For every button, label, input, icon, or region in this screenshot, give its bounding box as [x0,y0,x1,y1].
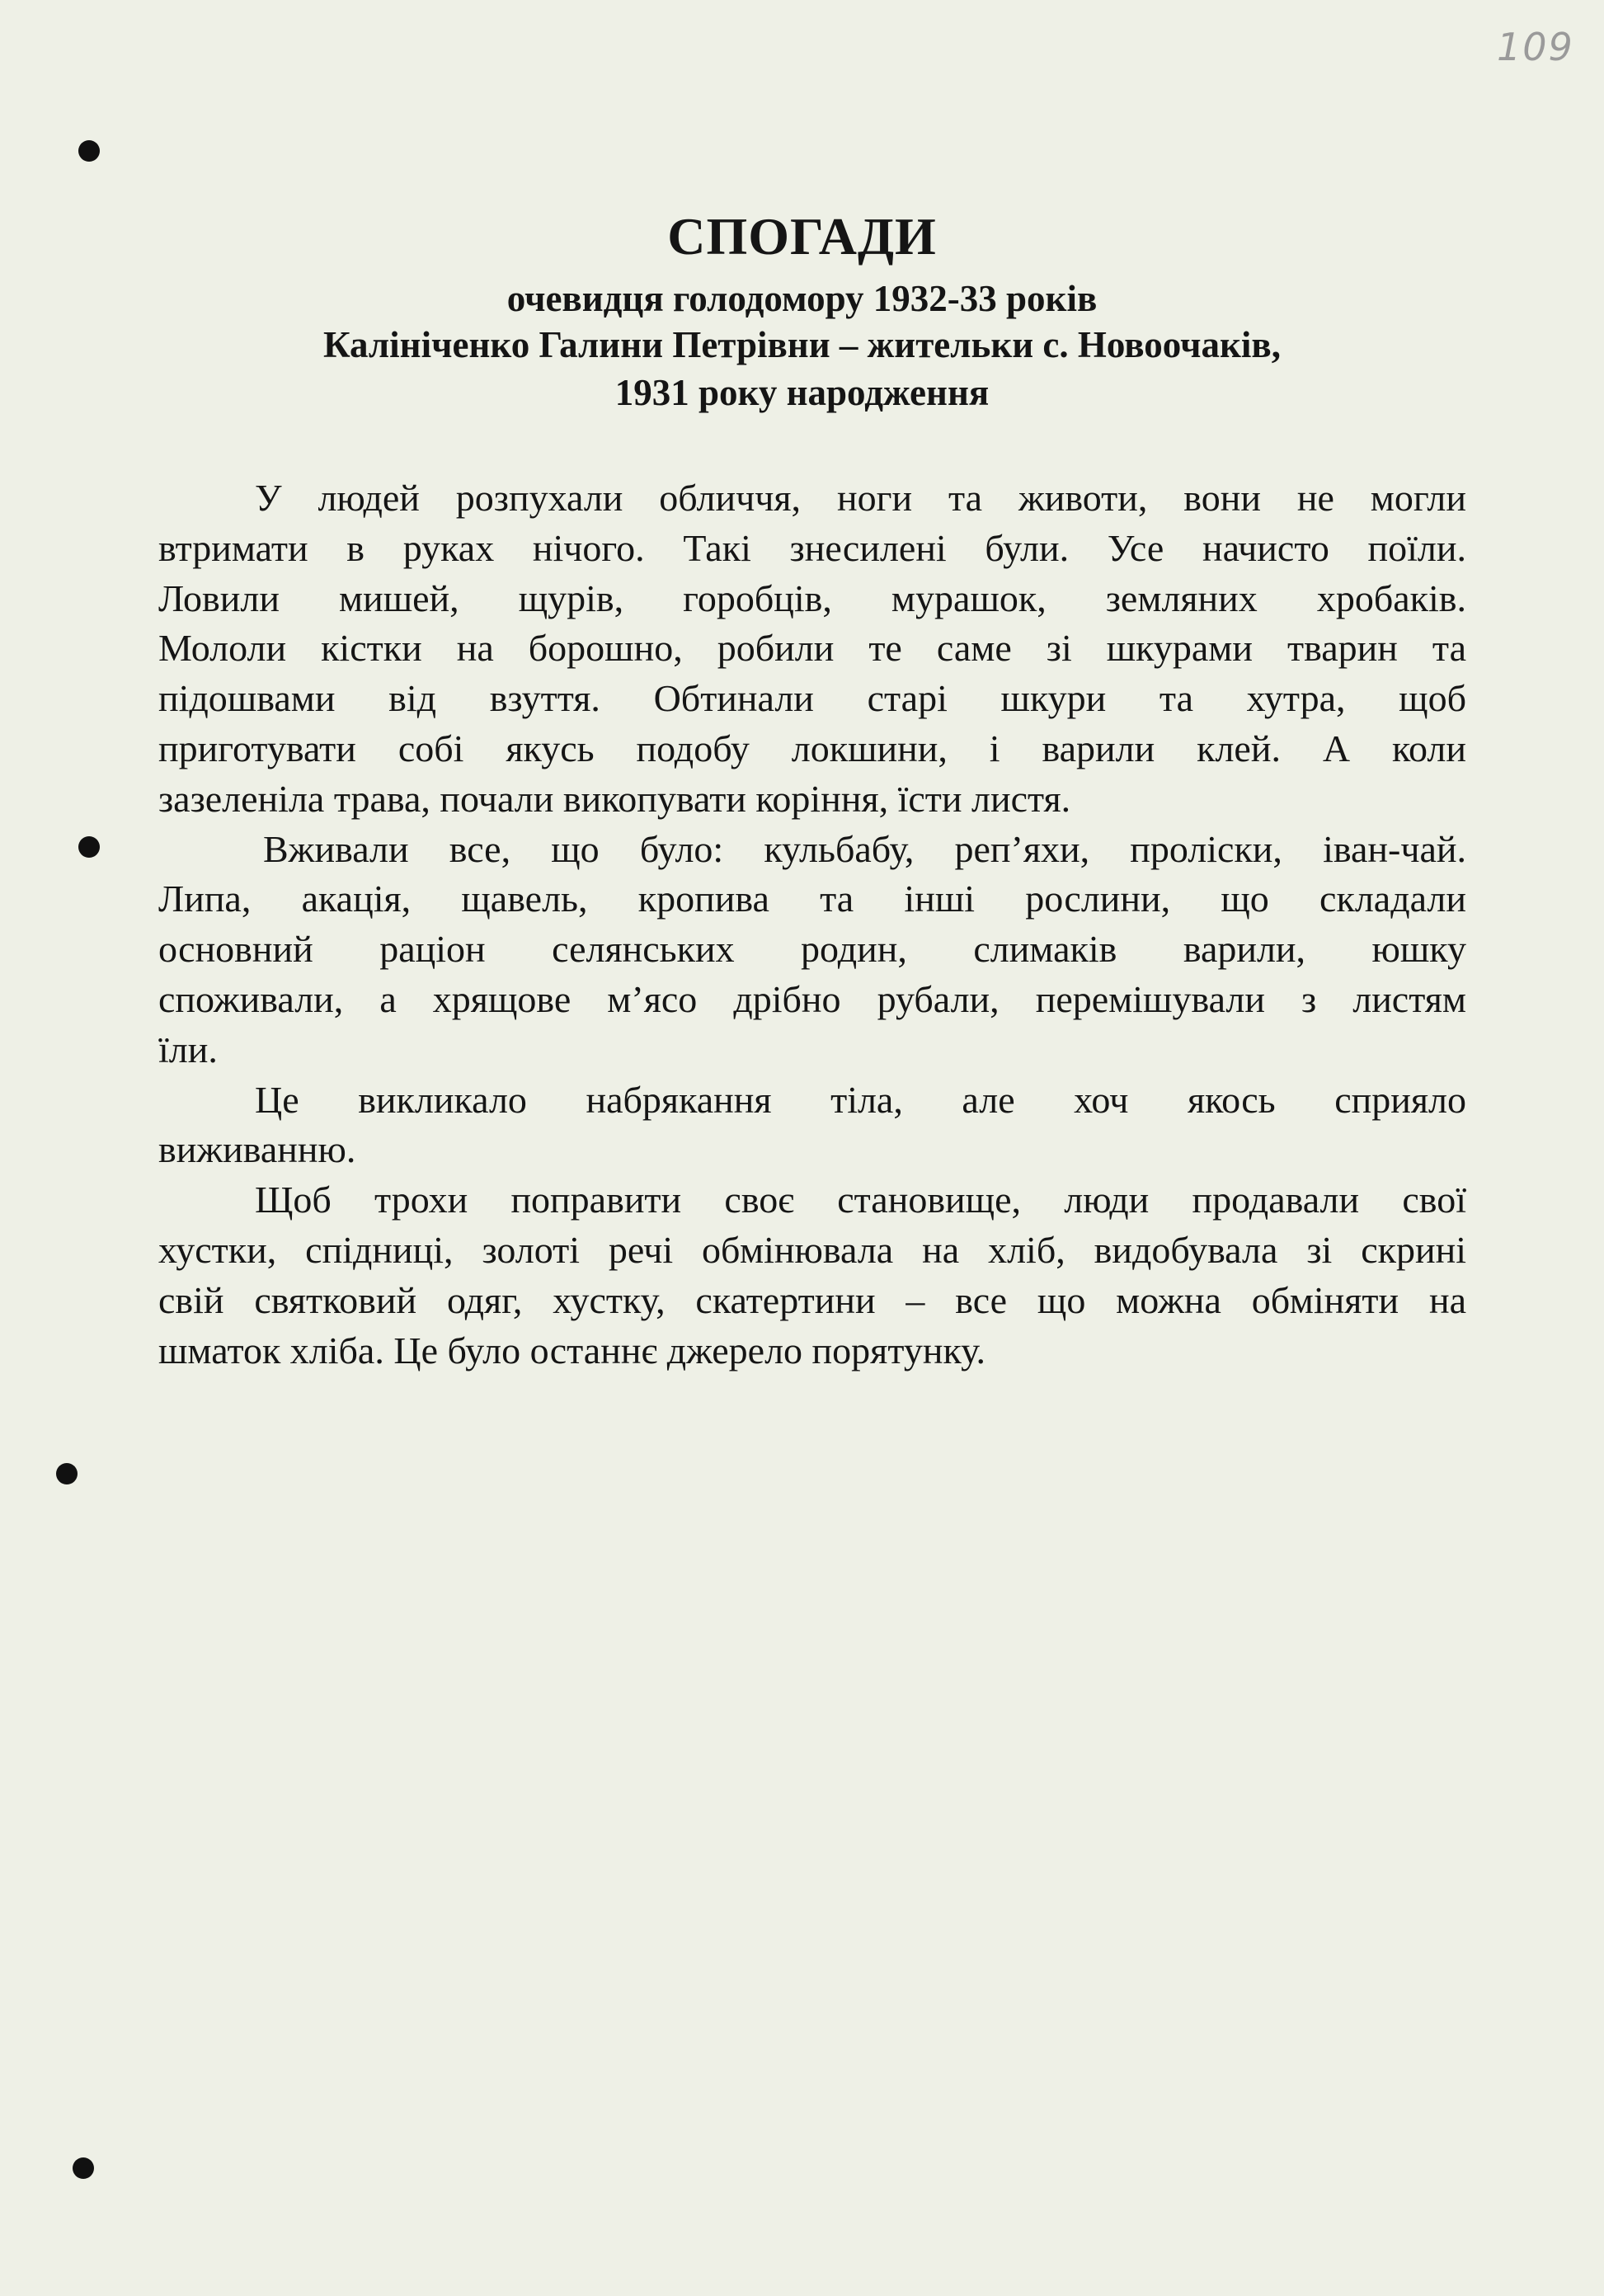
paragraph-line: споживали, а хрящове м’ясо дрібно рубали, перемішували з листям [158,977,1466,1020]
paragraph-line: шматок хліба. Це було останнє джерело порятунку. [158,1329,986,1371]
document-title: СПОГАДИ [667,207,937,266]
document-body [158,473,1466,1376]
paragraph-line: Ловили мишей, щурів, горобців, мурашок, земляних хробаків. [158,576,1466,619]
subtitle-line: Калініченко Галини Петрівни – жительки с. Новоочаків, [323,324,1281,365]
punch-hole [78,836,100,858]
paragraph-line: втримати в руках нічого. Такі знесилені були. Усе начисто поїли. [158,526,1466,569]
paragraph-line: зазеленіла трава, почали викопувати коріння, їсти листя. [158,777,1071,820]
punch-hole [78,140,100,162]
paragraph-line: свій святковий одяг, хустку, скатертини – все що можна обміняти на [158,1278,1466,1321]
punch-hole [73,2157,94,2179]
paragraph-line: У людей розпухали обличчя, ноги та животи, вони не могли [255,477,1466,519]
paragraph-line: Вживали все, що було: кульбабу, реп’яхи, проліски, іван-чай. [263,827,1466,870]
paragraph-line: хустки, спідниці, золоті речі обмінювала на хліб, видобувала зі скрині [158,1228,1466,1271]
paragraph-line: Це викликало набрякання тіла, але хоч якось сприяло [255,1078,1466,1121]
paragraph-line: виживанню. [158,1128,356,1171]
paragraph-line: Мололи кістки на борошно, робили те саме зі шкурами тварин та [158,627,1466,670]
paragraph-line: приготувати собі якусь подобу локшини, і варили клей. А коли [158,727,1466,769]
page-number: 109 [1497,25,1574,69]
paragraph-line: підошвами від взуття. Обтинали старі шкури та хутра, щоб [158,677,1466,720]
paragraph-line: основний раціон селянських родин, слимаків варили, юшку [158,928,1466,971]
subtitle-line: очевидця голодомору 1932-33 років [506,278,1098,319]
paragraph-line: Липа, акація, щавель, кропива та інші рослини, що складали [158,877,1466,920]
paragraph-line: їли. [158,1028,218,1070]
paragraph-line: Щоб трохи поправити своє становище, люди продавали свої [255,1179,1466,1221]
subtitle-line: 1931 року народження [614,372,990,413]
punch-hole [56,1463,78,1484]
